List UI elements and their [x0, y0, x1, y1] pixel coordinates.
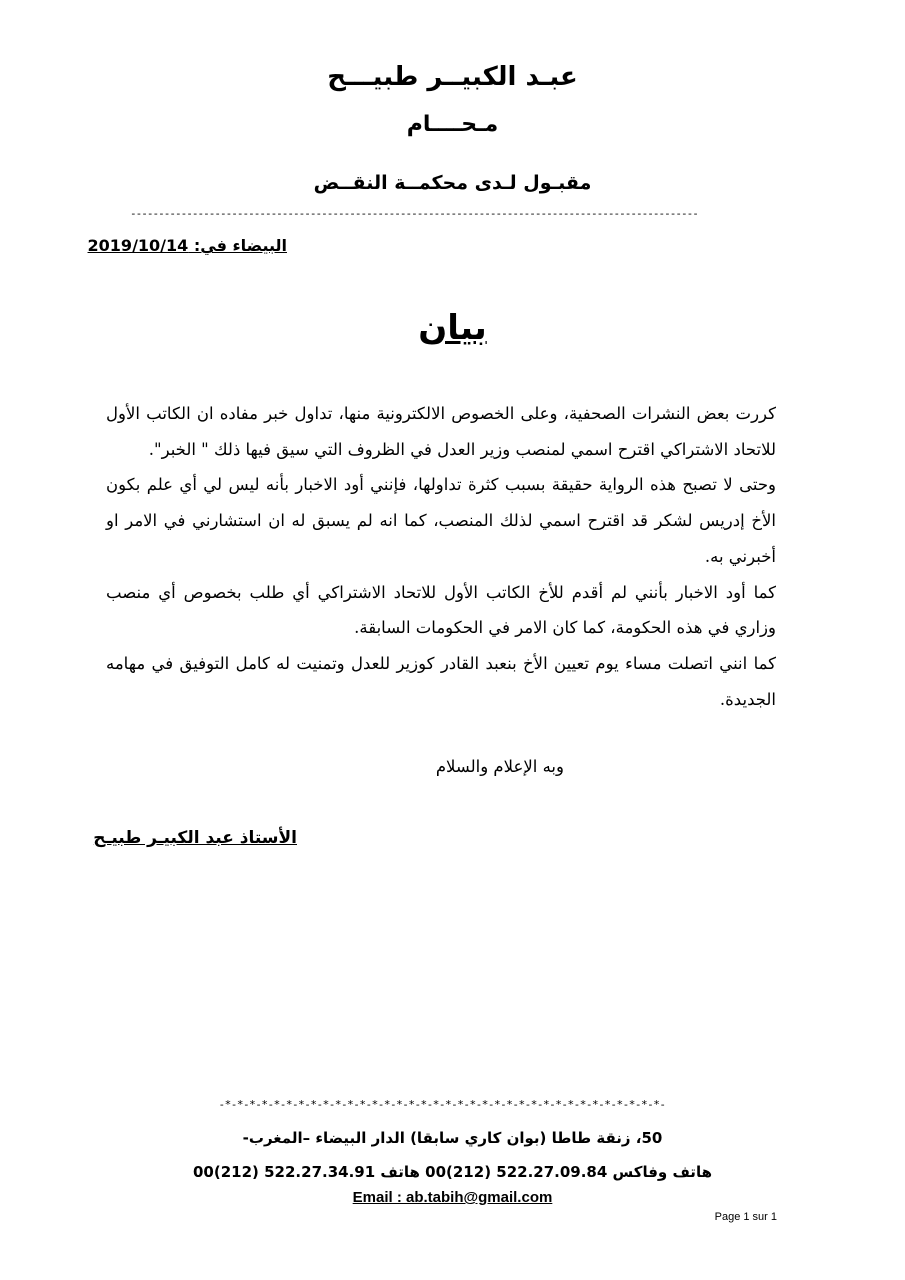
body-paragraph: وحتى لا تصبح هذه الرواية حقيقة بسبب كثرة تداولها، فإنني أود الاخبار بأنه ليس لي أي علم بكون الأخ إدريس لشكر قد اقترح اسمي لذلك المنصب، كما انه لم يسبق له ان استشارني في الامر او أخبرني به. [106, 475, 776, 566]
signature: الأستاذ عبد الكبيـر طبيـح [93, 828, 297, 848]
lawyer-profession: مـحــــام [406, 112, 499, 137]
body-paragraph: كررت بعض النشرات الصحفية، وعلى الخصوص الالكترونية منها، تداول خبر مفاده ان الكاتب الأول للاتحاد الاشتراكي اقترح اسمي لمنصب وزير العدل في الظروف التي سيق فيها ذلك " الخبر". [106, 404, 776, 459]
page-number: Page 1 sur 1 [714, 1211, 777, 1223]
body-paragraph: كما انني اتصلت مساء يوم تعيين الأخ بنعبد القادر كوزير للعدل وتمنيت له كامل التوفيق في مهامه الجديدة. [106, 653, 776, 709]
closing-line: وبه الإعلام والسلام [435, 757, 564, 776]
header-divider: ----------------------------------------------------------------------------------------------------- [130, 207, 698, 220]
body-paragraph: كما أود الاخبار بأنني لم أقدم للأخ الكاتب الأول للاتحاد الاشتراكي أي طلب بخصوص أي منصب وزاري في هذه الحكومة، كما كان الامر في الحكومات السابقة. [106, 582, 776, 638]
statement-body [106, 396, 776, 717]
lawyer-name: عبـد الكبيــر طبيـــح [327, 62, 578, 92]
statement-title: بيان [418, 308, 487, 348]
footer-phones: هاتف وفاكس 522.27.09.84 (212)00 هاتف 522.27.34.91 (212)00 [193, 1163, 712, 1181]
footer-email[interactable]: Email : ab.tabih@gmail.com [352, 1189, 553, 1206]
footer-divider: -*-*-*-*-*-*-*-*-*-*-*-*-*-*-*-*-*-*-*-*-*-*-*-*-*-*-*-*-*-*-*-*-*-*-*-*- [218, 1098, 666, 1111]
court-accreditation: مقبـول لـدى محكمــة النقــض [313, 172, 592, 194]
date-line: البيضاء في: 2019/10/14 [87, 236, 287, 255]
footer-address: 50، زنقة طاطا (بوان كاري سابقا) الدار البيضاء –المغرب- [242, 1129, 663, 1147]
